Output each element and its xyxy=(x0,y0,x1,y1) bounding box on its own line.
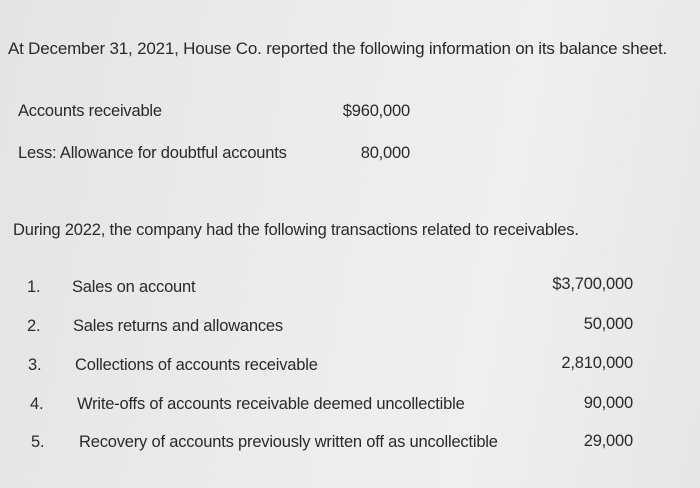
transaction-number: 5. xyxy=(31,433,45,451)
transaction-number: 1. xyxy=(27,278,41,296)
transactions-intro-text: During 2022, the company had the following transactions related to receivables. xyxy=(13,221,579,239)
transaction-amount: 50,000 xyxy=(583,315,633,333)
transaction-description: Collections of accounts receivable xyxy=(75,356,318,374)
balance-amount-accounts-receivable: $960,000 xyxy=(342,102,410,120)
balance-label-accounts-receivable: Accounts receivable xyxy=(18,102,162,120)
intro-text: At December 31, 2021, House Co. reported the following information on its balance sheet. xyxy=(8,39,668,58)
transaction-description: Sales on account xyxy=(72,278,196,296)
transaction-description: Write-offs of accounts receivable deemed uncollectible xyxy=(77,395,465,413)
transaction-number: 3. xyxy=(28,356,42,374)
transaction-number: 4. xyxy=(30,395,44,413)
balance-amount-allowance: 80,000 xyxy=(360,144,410,162)
transaction-description: Recovery of accounts previously written off as uncollectible xyxy=(79,433,498,451)
transaction-number: 2. xyxy=(27,317,41,335)
transaction-amount: 2,810,000 xyxy=(561,354,633,372)
transaction-amount: 29,000 xyxy=(583,432,633,450)
transaction-amount: 90,000 xyxy=(583,394,633,412)
transaction-description: Sales returns and allowances xyxy=(73,317,283,335)
transaction-amount: $3,700,000 xyxy=(552,275,633,293)
balance-label-allowance: Less: Allowance for doubtful accounts xyxy=(18,144,287,162)
